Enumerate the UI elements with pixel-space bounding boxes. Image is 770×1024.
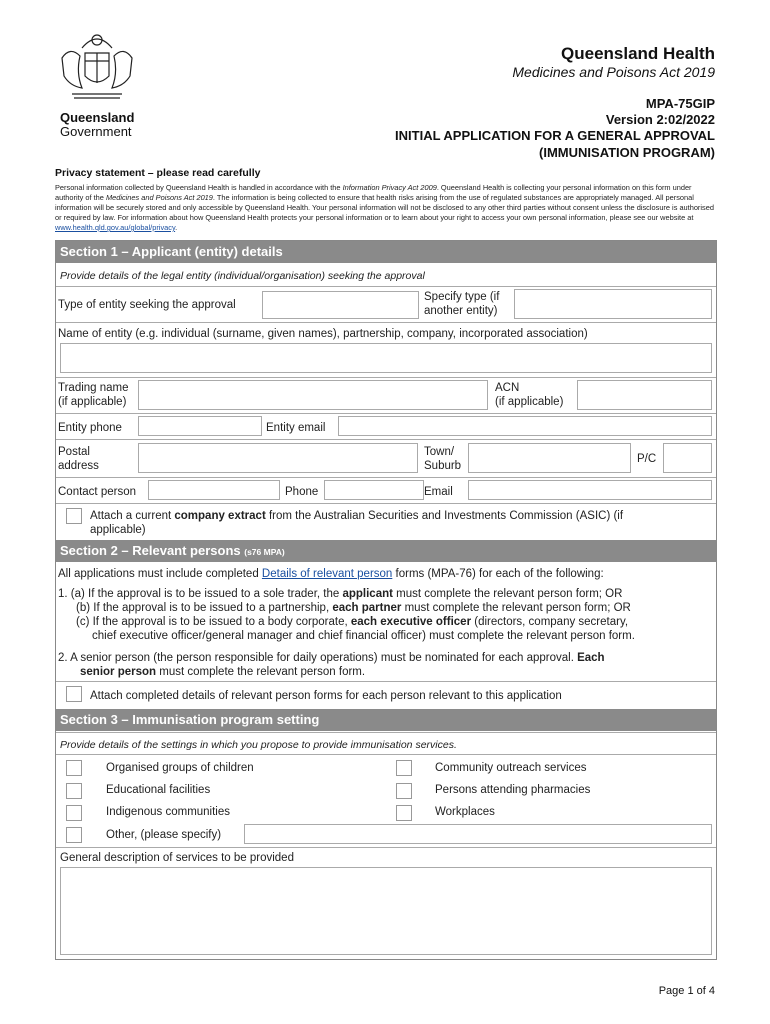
entity-email-label: Entity email [266, 422, 326, 434]
form-version: Version 2:02/2022 [605, 112, 715, 127]
setting-checkbox-educational[interactable] [66, 783, 82, 799]
entity-type-label: Type of entity seeking the approval [58, 299, 236, 311]
page-number: Page 1 of 4 [658, 985, 715, 997]
privacy-heading: Privacy statement – please read carefully [55, 167, 261, 179]
services-description-label: General description of services to be provided [60, 852, 294, 864]
town-suburb-input[interactable] [468, 443, 631, 473]
setting-label-pharmacies: Persons attending pharmacies [435, 784, 591, 796]
company-extract-checkbox[interactable] [66, 508, 82, 524]
contact-phone-input[interactable] [324, 480, 424, 500]
setting-label-indigenous: Indigenous communities [106, 806, 231, 818]
setting-checkbox-children[interactable] [66, 760, 82, 776]
specify-type-label: Specify type (if another entity) [424, 291, 500, 317]
trading-name-label: Trading name (if applicable) [58, 382, 129, 408]
org-title: Queensland Health [561, 44, 715, 63]
relevant-person-forms-checkbox[interactable] [66, 686, 82, 702]
postcode-label: P/C [637, 453, 657, 465]
gov-name-line1: Queensland [60, 110, 135, 125]
entity-phone-input[interactable] [138, 416, 262, 436]
setting-checkbox-workplaces[interactable] [396, 805, 412, 821]
contact-phone-label: Phone [285, 486, 319, 498]
setting-checkbox-other[interactable] [66, 827, 82, 843]
postal-address-label: Postal address [58, 446, 99, 472]
entity-phone-label: Entity phone [58, 422, 122, 434]
postcode-input[interactable] [663, 443, 712, 473]
setting-label-other: Other, (please specify) [106, 829, 222, 841]
contact-person-label: Contact person [58, 486, 136, 498]
privacy-statement: Personal information collected by Queensland Health is handled in accordance with the Information Privacy Act 2009. Queensland Health is collecting your personal information on this form under authority of the Medicines and Poisons Act 2019. The information is being collected to ensure that health risks arising from the use of regulated substances are appropriately managed. All personal information will be securely stored and only accessible by Queensland Health. Your personal information will not be disclosed to any other third parties without consent unless the disclosure is authorised or required by law. For information about how Queensland Health protects your personal information or to learn about your right to access your own personal information, please see our website at www.health.qld.gov.au/global/privacy. [55, 183, 714, 232]
postal-address-input[interactable] [138, 443, 418, 473]
company-extract-label: Attach a current company extract from the Australian Securities and Investments Commission (ASIC) (if applicable) [90, 510, 624, 536]
section3-header: Section 3 – Immunisation program setting [56, 709, 716, 731]
setting-checkbox-indigenous[interactable] [66, 805, 82, 821]
form-code: MPA-75GIP [645, 96, 715, 111]
rule-1b: (b) If the approval is to be issued to a partnership, each partner must complete the relevant person form; OR [76, 602, 631, 614]
setting-label-educational: Educational facilities [106, 784, 211, 796]
rule-1c-cont: chief executive officer/general manager and chief financial officer) must complete the relevant person form. [92, 630, 635, 642]
contact-email-label: Email [424, 486, 453, 498]
setting-checkbox-outreach[interactable] [396, 760, 412, 776]
relevant-person-forms-label: Attach completed details of relevant person forms for each person relevant to this application [90, 690, 562, 702]
section2-header: Section 2 – Relevant persons (s76 MPA) [56, 540, 716, 562]
acn-label: ACN (if applicable) [495, 382, 564, 408]
trading-name-input[interactable] [138, 380, 488, 410]
contact-person-input[interactable] [148, 480, 280, 500]
other-setting-input[interactable] [244, 824, 712, 844]
section3-intro: Provide details of the settings in which you propose to provide immunisation services. [60, 739, 457, 751]
specify-type-input[interactable] [514, 289, 712, 319]
setting-label-children: Organised groups of children [106, 762, 254, 774]
section1-header: Section 1 – Applicant (entity) details [56, 241, 716, 263]
relevant-person-link[interactable]: Details of relevant person [261, 568, 393, 580]
services-description-input[interactable] [60, 867, 712, 955]
gov-name-line2: Government [60, 124, 132, 139]
queensland-coat-of-arms-icon [52, 28, 142, 108]
privacy-link[interactable]: www.health.qld.gov.au/global/privacy [55, 223, 176, 232]
rule-2-cont: senior person must complete the relevant person form. [80, 666, 366, 678]
rule-1a: 1. (a) If the approval is to be issued to a sole trader, the applicant must complete the relevant person form; OR [58, 588, 623, 600]
form-title: INITIAL APPLICATION FOR A GENERAL APPROVAL [395, 128, 715, 143]
rule-1c: (c) If the approval is to be issued to a body corporate, each executive officer (directors, company secretary, [76, 616, 629, 628]
entity-email-input[interactable] [338, 416, 712, 436]
entity-name-label: Name of entity (e.g. individual (surname, given names), partnership, company, incorporated association) [58, 328, 588, 340]
entity-name-input[interactable] [60, 343, 712, 373]
section2-intro: All applications must include completed Details of relevant person forms (MPA-76) for each of the following: [58, 568, 604, 580]
setting-label-workplaces: Workplaces [435, 806, 495, 818]
town-suburb-label: Town/ Suburb [424, 446, 462, 472]
rule-2: 2. A senior person (the person responsible for daily operations) must be nominated for each approval. Each [58, 652, 605, 664]
acn-input[interactable] [577, 380, 712, 410]
form-subtitle: (IMMUNISATION PROGRAM) [539, 145, 715, 160]
entity-type-input[interactable] [262, 291, 419, 319]
act-title: Medicines and Poisons Act 2019 [512, 64, 715, 80]
section1-intro: Provide details of the legal entity (individual/organisation) seeking the approval [60, 270, 425, 282]
setting-checkbox-pharmacies[interactable] [396, 783, 412, 799]
setting-label-outreach: Community outreach services [435, 762, 587, 774]
application-form [55, 240, 717, 960]
contact-email-input[interactable] [468, 480, 712, 500]
